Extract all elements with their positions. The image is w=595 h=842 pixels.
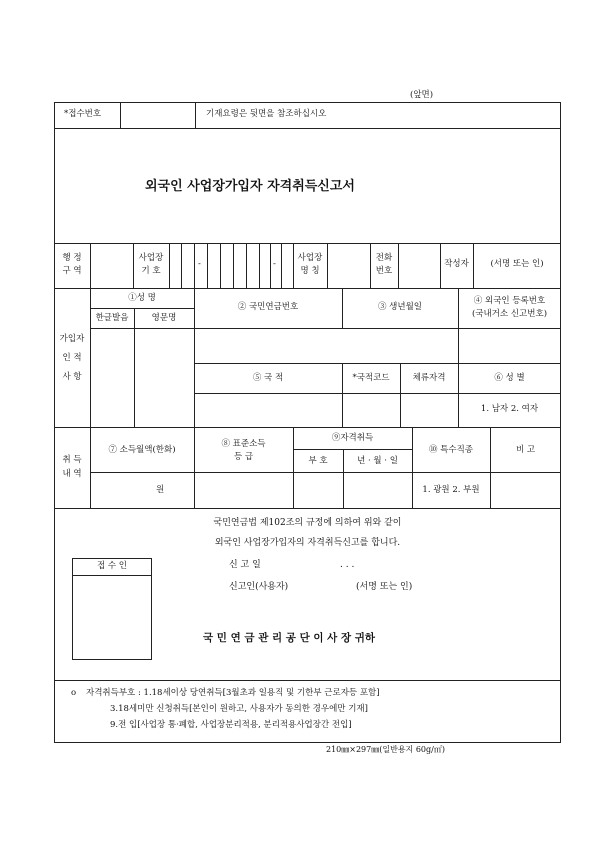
form-title: 외국인 사업장가입자 자격취득신고서 <box>145 179 355 194</box>
registration-number-field[interactable] <box>459 329 560 363</box>
nationality-field[interactable] <box>195 394 342 427</box>
biz-symbol-dash-1: - <box>198 259 201 269</box>
admin-area-label-2: 구 역 <box>62 266 82 276</box>
birth-date-field[interactable] <box>343 329 458 363</box>
nationality-header: ⑤ 국 적 <box>252 373 284 383</box>
phone-label-2: 번호 <box>375 266 393 276</box>
writer-signature[interactable]: (서명 또는 인) <box>490 259 544 269</box>
stay-status-field[interactable] <box>401 394 458 427</box>
instruction-note: 기재요령은 뒷면을 참조하십시오 <box>206 109 327 119</box>
gender-options[interactable]: 1. 남자 2. 여자 <box>480 404 539 414</box>
notes-line-2: 3.18세미만 신청취득[본인이 원하고, 사용자가 동의한 경우에만 기재] <box>110 704 368 714</box>
qualification-date-header: 년 · 월 · 일 <box>357 456 398 466</box>
admin-area-label-1: 행 정 <box>62 253 82 263</box>
member-side-label-1: 가입자 <box>59 334 85 344</box>
biz-symbol-label-2: 기 호 <box>141 266 161 276</box>
registration-number-header-2: (국내거소 신고번호) <box>471 309 548 319</box>
special-job-options[interactable]: 1. 광원 2. 부원 <box>422 485 480 495</box>
admin-area-field[interactable] <box>91 244 132 287</box>
gender-header: ⑥ 성 별 <box>494 373 525 383</box>
hangul-name-field[interactable] <box>91 329 134 427</box>
member-side-label-2: 인 적 <box>62 353 82 363</box>
qualification-date-field[interactable] <box>344 473 412 508</box>
pension-number-header: ② 국민연금번호 <box>237 302 299 312</box>
reporter-signature[interactable]: (서명 또는 인) <box>356 582 413 592</box>
hangul-name-header: 한글발음 <box>95 313 129 323</box>
nation-code-header: *국적코드 <box>352 373 390 383</box>
name-header: ①성 명 <box>128 293 156 303</box>
registration-number-header-1: ④ 외국인 등록번호 <box>473 296 546 306</box>
paper-spec: 210㎜×297㎜(일반용지 60g/㎡) <box>326 745 445 754</box>
standard-income-header-1: ⑧ 표준소득 <box>221 439 266 449</box>
notes-line-1: 자격취득부호 : 1.18세이상 당연취득[3월초과 일용직 및 기한부 근로자등 포함] <box>86 688 380 698</box>
acquire-side-label-1: 취 득 <box>62 455 82 465</box>
stay-status-header: 체류자격 <box>412 373 446 383</box>
receipt-stamp-label: 접 수 인 <box>96 561 128 571</box>
monthly-income-field[interactable] <box>91 473 194 508</box>
receipt-stamp-box <box>72 558 152 660</box>
page-side-marker: (앞면) <box>410 90 434 100</box>
reporter-label: 신고인(사용자) <box>229 582 289 592</box>
standard-income-field[interactable] <box>195 473 293 508</box>
biz-symbol-field[interactable] <box>170 244 293 287</box>
won-unit: 원 <box>156 485 165 495</box>
biz-name-field[interactable] <box>328 244 370 287</box>
english-name-field[interactable] <box>135 329 194 427</box>
remarks-field[interactable] <box>491 473 560 508</box>
notes-line-3: 9.전 입[사업장 통·폐합, 사업장분리적용, 분리적용사업장간 전입] <box>110 720 352 730</box>
qualification-code-header: 부 호 <box>308 456 328 466</box>
phone-field[interactable] <box>399 244 440 287</box>
addressee: 국 민 연 금 관 리 공 단 이 사 장 귀하 <box>203 632 376 644</box>
english-name-header: 영문명 <box>151 313 177 323</box>
biz-name-label-2: 명 칭 <box>300 266 320 276</box>
report-date-label: 신 고 일 <box>229 560 261 570</box>
phone-label-1: 전화 <box>375 253 393 263</box>
remarks-header: 비 고 <box>515 445 536 455</box>
biz-symbol-label-1: 사업장 <box>138 253 164 263</box>
receipt-number-label: *접수번호 <box>64 109 102 119</box>
qualification-header: ⑨자격취득 <box>331 433 374 443</box>
acquire-side-label-2: 내 역 <box>62 469 82 479</box>
standard-income-header-2: 등 급 <box>233 452 254 462</box>
biz-symbol-dash-2: - <box>273 259 276 269</box>
declaration-line-2: 외국인 사업장가입자의 자격취득신고를 합니다. <box>214 538 401 548</box>
biz-name-label-1: 사업장 <box>297 253 323 263</box>
report-date-value[interactable]: . . . <box>340 560 355 570</box>
pension-number-field[interactable] <box>195 329 342 363</box>
special-job-header: ⑩ 특수직종 <box>428 445 474 455</box>
nation-code-field[interactable] <box>343 394 400 427</box>
monthly-income-header: ⑦ 소득월액(한화) <box>108 445 176 455</box>
birth-date-header: ③ 생년월일 <box>377 302 423 312</box>
declaration-line-1: 국민연금법 제102조의 규정에 의하여 위와 같이 <box>213 518 402 528</box>
notes-bullet: o <box>71 688 77 698</box>
writer-label: 작성자 <box>444 259 469 269</box>
qualification-code-field[interactable] <box>294 473 343 508</box>
member-side-label-3: 사 항 <box>62 372 82 382</box>
receipt-number-field[interactable] <box>121 103 194 127</box>
